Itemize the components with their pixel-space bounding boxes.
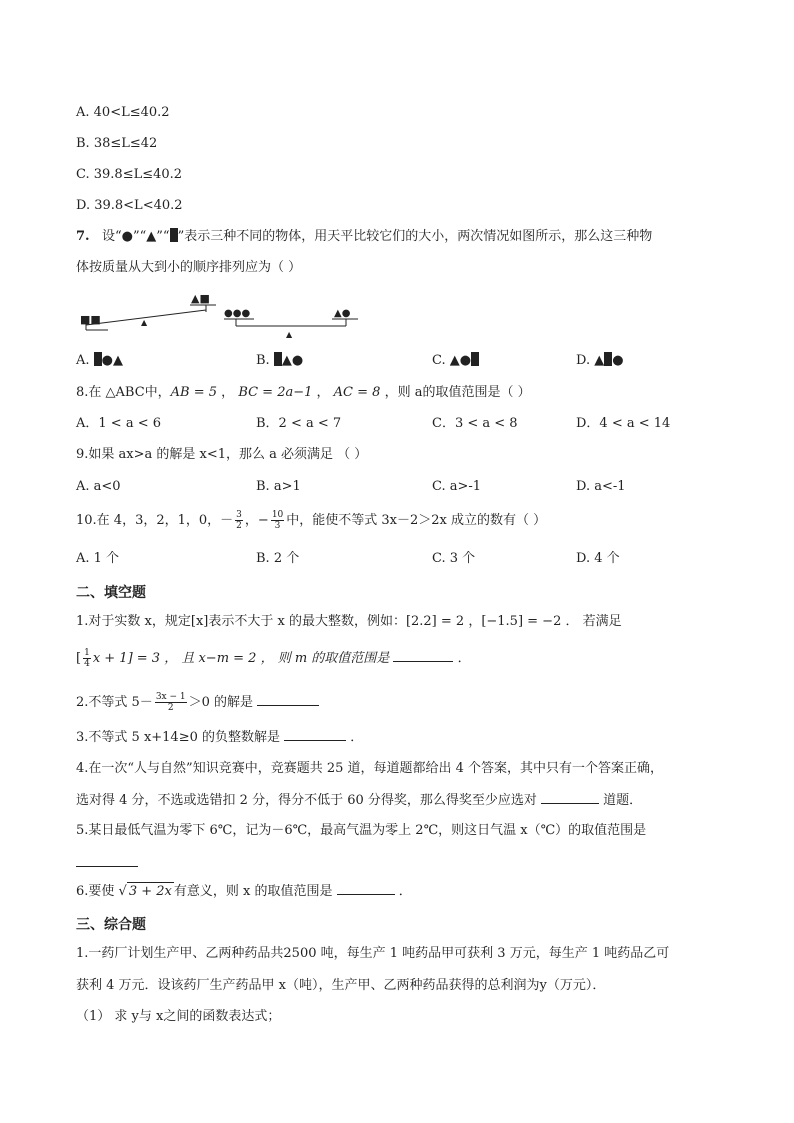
- left-balance-right-pan: ▲■: [191, 292, 210, 305]
- right-balance-left-pan: ●●●: [224, 308, 251, 319]
- square-icon: [274, 352, 282, 366]
- answer-blank[interactable]: [284, 728, 346, 741]
- q7-stem-line2: 体按质量从大到小的顺序排列应为（ ）: [76, 260, 302, 275]
- q8-option-d: D．4 < a < 14: [576, 416, 671, 431]
- fraction-1-4: [83, 648, 91, 669]
- q7-option-c-label: C.: [432, 353, 446, 368]
- q8-option-c: C．3 < a < 8: [432, 416, 518, 431]
- fill-q4-end: 道题．: [603, 793, 643, 808]
- frac-den: 2: [167, 703, 174, 713]
- frac-num: 10: [271, 510, 284, 520]
- comp-q1-line2: 获利 4 万元．设该药厂生产药品甲 x（吨），生产甲、乙两种药品获得的总利润为y（万元）．: [76, 978, 606, 993]
- q8-stem: 8.在 △ABC中，AB = 5 ， BC = 2a−1 ， AC = 8 ，则 a的取值范围是（ ）: [76, 385, 531, 400]
- fill-q5-line1: 5.某日最低气温为零下 6℃，记为－6℃，最高气温为零上 2℃，则这日气温 x（℃）的取值范围是: [76, 823, 647, 838]
- fill-q6-end: ．: [398, 884, 412, 899]
- q6-option-d: D. 39.8<L<40.2: [76, 198, 183, 213]
- square-icon: [170, 228, 178, 242]
- q9-option-d: D. a<-1: [576, 479, 626, 494]
- right-balance-pivot: ▲: [286, 330, 293, 339]
- frac-num: 3: [236, 510, 242, 520]
- fill-q1-line2: [76, 648, 471, 669]
- fill-q3-end: ．: [350, 730, 364, 745]
- q10-stem: [76, 510, 546, 531]
- q8-stem-a: 8.在 △ABC中，: [76, 385, 171, 400]
- q7-stem: [76, 228, 652, 246]
- triangle-icon: ▲●: [281, 353, 304, 368]
- comp-q1-line1: 1.一药厂计划生产甲、乙两种药品共2500 吨，每生产 1 吨药品甲可获利 3 万元，每生产 1 吨药品乙可: [76, 946, 670, 961]
- balance-figure: [78, 290, 378, 342]
- q10-option-b: B. 2 个: [256, 551, 300, 566]
- fraction-3-2: [235, 510, 243, 531]
- q7-option-d: [576, 352, 624, 370]
- right-balance: [224, 308, 358, 339]
- q7-option-c: [432, 352, 479, 370]
- frac-num: 3x − 1: [155, 692, 186, 702]
- answer-blank[interactable]: [257, 693, 319, 706]
- comp-q1-sub1: （1） 求 y与 x之间的函数表达式；: [76, 1009, 281, 1024]
- triangle-icon: ▲: [594, 353, 605, 368]
- answer-blank[interactable]: [541, 791, 599, 804]
- q8-ab: AB = 5: [170, 385, 218, 400]
- q6-option-b: B. 38≤L≤42: [76, 136, 158, 151]
- square-icon: [471, 352, 479, 366]
- q10-option-c: C. 3 个: [432, 551, 476, 566]
- circle-icon: ●▲: [101, 353, 124, 368]
- fill-q1-expr: x + 1] = 3 ， 且 x−m = 2 ， 则 m 的取值范围是: [92, 651, 390, 666]
- q9-option-a: A. a<0: [76, 479, 121, 494]
- q10-option-d: D. 4 个: [576, 551, 620, 566]
- left-balance-left-pan: ■■: [80, 313, 101, 326]
- q9-option-c: C. a>-1: [432, 479, 482, 494]
- frac-den: 2: [236, 521, 242, 531]
- fill-q3-text: 3.不等式 5 x+14≥0 的负整数解是: [76, 730, 281, 745]
- q10-mid: ，−: [244, 513, 269, 528]
- answer-blank[interactable]: [393, 649, 453, 662]
- triangle-icon: ▲●: [449, 353, 472, 368]
- section-fill-in-title: 二、填空题: [76, 585, 146, 601]
- answer-blank[interactable]: [337, 882, 395, 895]
- fraction-3x-1-2: [155, 692, 187, 713]
- q10-stem-b: 中，能使不等式 3x－2＞2x 成立的数有（ ）: [286, 513, 547, 528]
- fraction-10-3: [271, 510, 284, 531]
- fill-q3: [76, 728, 363, 747]
- radical-expr: 3 + 2x: [128, 884, 172, 899]
- q7-option-a-label: A.: [76, 353, 90, 368]
- fill-q2: [76, 692, 319, 713]
- square-icon: [94, 352, 102, 366]
- fill-q4-text: 选对得 4 分，不选或选错扣 2 分，得分不低于 60 分得奖，那么得奖至少应选对: [76, 793, 537, 808]
- q7-option-d-label: D.: [576, 353, 591, 368]
- frac-den: 4: [84, 659, 90, 669]
- q7-option-b: [256, 352, 303, 370]
- section-comprehensive-title: 三、综合题: [76, 917, 146, 933]
- q7-text-a: 设“●”“▲”“: [101, 229, 170, 244]
- fill-q5-line2: [76, 854, 138, 873]
- left-balance-pivot: ▲: [141, 318, 148, 327]
- q10-option-a: A. 1 个: [76, 551, 120, 566]
- q8-option-a: A．1 < a < 6: [76, 416, 161, 431]
- bracket-open: [: [76, 651, 82, 666]
- q9-stem: 9.如果 ax>a 的解是 x<1，那么 a 必须满足 （ ）: [76, 447, 368, 462]
- answer-blank[interactable]: [76, 854, 138, 867]
- fill-q2-b: ＞0 的解是: [188, 695, 254, 710]
- fill-q6: 6.要使 √ 3 + 2x 有意义，则 x 的取值范围是 ．: [76, 884, 412, 899]
- q8-option-b: B．2 < a < 7: [256, 416, 342, 431]
- frac-num: 1: [84, 648, 90, 658]
- q8-stem-b: ，则 a的取值范围是（ ）: [384, 385, 531, 400]
- q9-option-b: B. a>1: [256, 479, 301, 494]
- q7-text-b: ”表示三种不同的物体，用天平比较它们的大小，两次情况如图所示，那么这三种物: [177, 229, 653, 244]
- fill-q4-line1: 4.在一次“人与自然”知识竞赛中，竞赛题共 25 道，每道题都给出 4 个答案，其中只有一个答案正确，: [76, 761, 664, 776]
- fill-q1-end: ．: [457, 651, 471, 666]
- fill-q4-line2: [76, 791, 642, 810]
- fill-q6-b: 有意义，则 x 的取值范围是: [173, 884, 333, 899]
- q7-option-b-label: B.: [256, 353, 270, 368]
- left-balance: [80, 292, 216, 330]
- q8-ac: AC = 8: [333, 385, 381, 400]
- q10-stem-a: 10.在 4，3，2，1，0，－: [76, 513, 234, 528]
- q6-option-a: A. 40<L≤40.2: [76, 105, 170, 120]
- frac-den: 3: [274, 521, 281, 531]
- q7-option-a: [76, 352, 123, 370]
- fill-q1-line1: 1.对于实数 x，规定[x]表示不大于 x 的最大整数，例如：[2.2] = 2 ，[−1.5] = −2 ． 若满足: [76, 614, 622, 629]
- circle-icon: ●: [612, 353, 624, 368]
- right-balance-right-pan: ▲●: [334, 308, 351, 319]
- q6-option-c: C. 39.8≤L≤40.2: [76, 167, 183, 182]
- fill-q6-a: 6.要使: [76, 884, 115, 899]
- q7-number: 7.: [76, 229, 90, 244]
- q8-bc: BC = 2a−1: [238, 385, 313, 400]
- fill-q2-a: 2.不等式 5－: [76, 695, 153, 710]
